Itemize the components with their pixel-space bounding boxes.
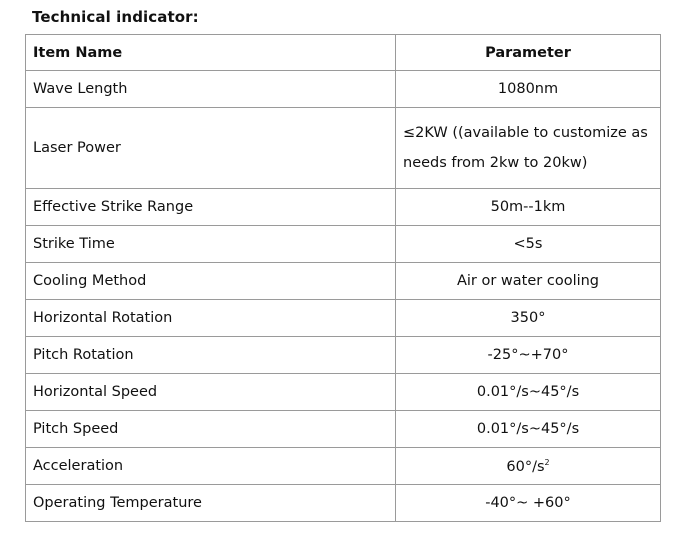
parameter-cell: ≤2KW ((available to customize as needs from 2kw to 20kw) xyxy=(396,108,661,189)
parameter-cell: 350° xyxy=(396,300,661,337)
table-row xyxy=(26,337,661,374)
parameter-cell: -25°~+70° xyxy=(396,337,661,374)
table-row xyxy=(26,485,661,522)
table-row xyxy=(26,263,661,300)
parameter-cell: Air or water cooling xyxy=(396,263,661,300)
parameter-cell: 50m--1km xyxy=(396,189,661,226)
superscript-exponent: 2 xyxy=(544,457,550,467)
parameter-cell: -40°~ +60° xyxy=(396,485,661,522)
table-row xyxy=(26,411,661,448)
table-row xyxy=(26,108,661,189)
parameter-cell: <5s xyxy=(396,226,661,263)
parameter-cell: 1080nm xyxy=(396,71,661,108)
table-row xyxy=(26,226,661,263)
section-heading: Technical indicator: xyxy=(32,8,199,26)
item-name-cell: Effective Strike Range xyxy=(26,189,396,226)
table-row xyxy=(26,448,661,485)
table-row xyxy=(26,71,661,108)
technical-indicator-table xyxy=(25,34,661,522)
column-header-item-name: Item Name xyxy=(26,35,396,71)
item-name-cell: Horizontal Rotation xyxy=(26,300,396,337)
item-name-cell: Pitch Speed xyxy=(26,411,396,448)
item-name-cell: Operating Temperature xyxy=(26,485,396,522)
table-row xyxy=(26,189,661,226)
parameter-cell: 0.01°/s~45°/s xyxy=(396,374,661,411)
parameter-value: 60°/s xyxy=(506,458,545,475)
parameter-cell xyxy=(396,448,661,485)
column-header-parameter: Parameter xyxy=(396,35,661,71)
table-row xyxy=(26,374,661,411)
item-name-cell: Horizontal Speed xyxy=(26,374,396,411)
item-name-cell: Pitch Rotation xyxy=(26,337,396,374)
item-name-cell: Acceleration xyxy=(26,448,396,485)
parameter-cell: 0.01°/s~45°/s xyxy=(396,411,661,448)
item-name-cell: Cooling Method xyxy=(26,263,396,300)
item-name-cell: Wave Length xyxy=(26,71,396,108)
table-header-row xyxy=(26,35,661,71)
item-name-cell: Laser Power xyxy=(26,108,396,189)
item-name-cell: Strike Time xyxy=(26,226,396,263)
table-row xyxy=(26,300,661,337)
